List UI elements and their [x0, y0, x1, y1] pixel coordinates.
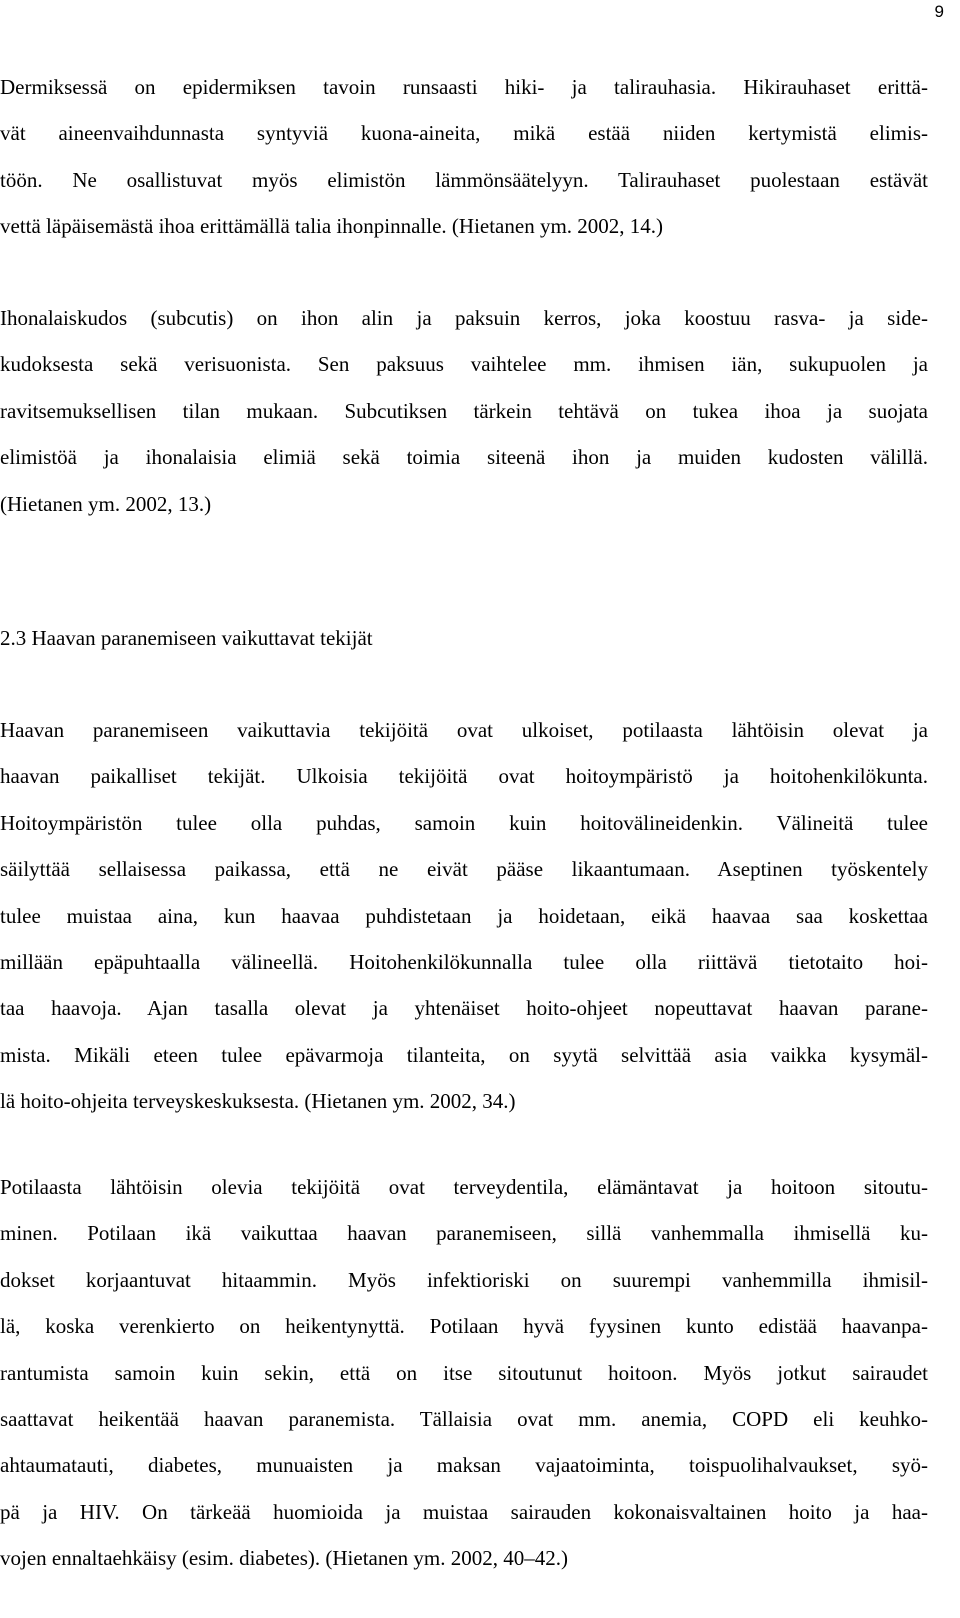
page-number: 9: [934, 2, 944, 21]
text-line: taa haavoja. Ajan tasalla olevat ja yhtenäiset hoito-ohjeet nopeuttavat haavan parane-: [0, 996, 928, 1021]
text-line: kudoksesta sekä verisuonista. Sen paksuus vaihtelee mm. ihmisen iän, sukupuolen ja: [0, 352, 928, 377]
text-line: vät aineenvaihdunnasta syntyviä kuona-aineita, mikä estää niiden kertymistä elimis-: [0, 121, 928, 146]
text-line: lä, koska verenkierto on heikentynyttä. Potilaan hyvä fyysinen kunto edistää haavanpa-: [0, 1314, 928, 1339]
text-line: saattavat heikentää haavan paranemista. Tällaisia ovat mm. anemia, COPD eli keuhko-: [0, 1406, 928, 1431]
text-line: ravitsemuksellisen tilan mukaan. Subcutiksen tärkein tehtävä on tukea ihoa ja suojata: [0, 398, 928, 423]
text-line: tulee muistaa aina, kun haavaa puhdistetaan ja hoidetaan, eikä haavaa saa koskettaa: [0, 903, 928, 928]
text-line: Dermiksessä on epidermiksen tavoin runsaasti hiki- ja talirauhasia. Hikirauhaset erittä-: [0, 75, 928, 99]
text-line: vettä läpäisemästä ihoa erittämällä talia ihonpinnalle. (Hietanen ym. 2002, 14.): [0, 214, 664, 239]
paragraph-patient-factors: [0, 1164, 928, 1582]
text-line: minen. Potilaan ikä vaikuttaa haavan paranemiseen, sillä vanhemmalla ihmisellä ku-: [0, 1221, 928, 1246]
text-line: mista. Mikäli eteen tulee epävarmoja tilanteita, on syytä selvittää asia vaikka kysymäl-: [0, 1042, 928, 1067]
paragraph-external-factors: [0, 707, 928, 1125]
text-line: lä hoito-ohjeita terveyskeskuksesta. (Hietanen ym. 2002, 34.): [0, 1089, 516, 1114]
text-line: (Hietanen ym. 2002, 13.): [0, 491, 212, 516]
text-line: ahtaumatauti, diabetes, munuaisten ja maksan vajaatoiminta, toispuolihalvaukset, syö-: [0, 1453, 928, 1478]
section-heading: 2.3 Haavan paranemiseen vaikuttavat tekijät: [0, 626, 373, 650]
text-line: töön. Ne osallistuvat myös elimistön lämmönsäätelyyn. Talirauhaset puolestaan estävät: [0, 167, 928, 192]
text-line: säilyttää sellaisessa paikassa, että ne eivät pääse likaantumaan. Aseptinen työskentely: [0, 857, 928, 882]
text-line: Ihonalaiskudos (subcutis) on ihon alin ja paksuin kerros, joka koostuu rasva- ja side-: [0, 306, 928, 330]
text-line: Haavan paranemiseen vaikuttavia tekijöitä ovat ulkoiset, potilaasta lähtöisin olevat ja: [0, 718, 928, 742]
text-line: pä ja HIV. On tärkeää huomioida ja muistaa sairauden kokonaisvaltainen hoito ja haa-: [0, 1499, 928, 1524]
text-line: millään epäpuhtaalla välineellä. Hoitohenkilökunnalla tulee olla riittävä tietotaito hoi-: [0, 949, 928, 974]
text-line: haavan paikalliset tekijät. Ulkoisia tekijöitä ovat hoitoympäristö ja hoitohenkilökunta.: [0, 764, 928, 789]
text-line: dokset korjaantuvat hitaammin. Myös infektioriski on suurempi vanhemmilla ihmisil-: [0, 1267, 928, 1292]
text-line: elimistöä ja ihonalaisia elimiä sekä toimia siteenä ihon ja muiden kudosten välillä.: [0, 445, 928, 470]
paragraph-dermis: [0, 64, 928, 250]
paragraph-subcutis: [0, 295, 928, 527]
text-line: vojen ennaltaehkäisy (esim. diabetes). (Hietanen ym. 2002, 40–42.): [0, 1546, 569, 1571]
text-line: rantumista samoin kuin sekin, että on itse sitoutunut hoitoon. Myös jotkut sairaudet: [0, 1360, 928, 1385]
text-line: Potilaasta lähtöisin olevia tekijöitä ovat terveydentila, elämäntavat ja hoitoon sitoutu-: [0, 1175, 928, 1199]
text-line: Hoitoympäristön tulee olla puhdas, samoin kuin hoitovälineidenkin. Välineitä tulee: [0, 810, 928, 835]
